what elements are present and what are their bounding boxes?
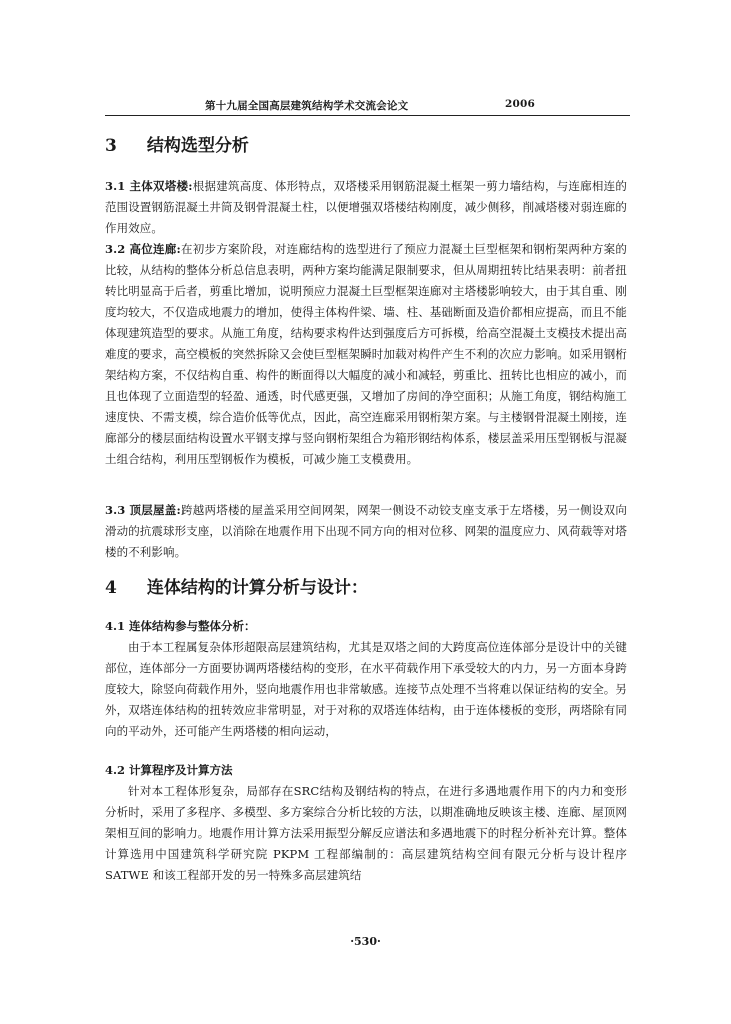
- section-3-number: 3: [105, 136, 117, 156]
- paragraph-3-2-label: 3.2 高位连廊:: [105, 242, 181, 256]
- subsection-4-1-title: 4.1 连体结构参与整体分析：: [105, 619, 256, 633]
- paragraph-3-2-text: 在初步方案阶段，对连廊结构的选型进行了预应力混凝土巨型框架和钢桁架两种方案的比较，从结构的整体分析总信息表明，两种方案均能满足限制要求，但从周期扭转比结果表明：前者扭转比明显高于后者，剪重比增加，说明预应力混凝土巨型框架连廊对主塔楼影响较大，由于其自重、刚度均较大，不仅造成地震力的增加，使得主体构件梁、墙、柱、基础断面及造价都相应提高，而且不能体现建筑造型的要求。从施工角度，结构要求构件达到强度后方可拆模，给高空混凝土支模技术提出高难度的要求，高空模板的突然拆除又会使巨型框架瞬时加载对构件产生不利的次应力影响。如采用钢桁架结构方案，不仅结构自重、构件的断面得以大幅度的减小和减轻，剪重比、扭转比也相应的减小，而且也体现了立面造型的轻盈、通透，时代感更强，又增加了房间的净空面积；从施工角度，钢结构施工速度快、不需支模，综合造价低等优点，因此，高空连廊采用钢桁架方案。与主楼钢骨混凝土刚接，连廊部分的楼层面结构设置水平钢支撑与竖向钢桁架组合为箱形钢结构体系，楼层盖采用压型钢板与混凝土组合结构，利用压型钢板作为模板，可减少施工支模费用。: [105, 242, 627, 466]
- running-header: [105, 95, 630, 116]
- paragraph-3-3-label: 3.3 顶层屋盖:: [105, 503, 181, 517]
- paragraph-4-2: 针对本工程体形复杂，局部存在SRC结构及钢结构的特点，在进行多遇地震作用下的内力和变形分析时，采用了多程序、多模型、多方案综合分析比较的方法，以期准确地反映该主楼、连廊、屋顶网架相互间的影响力。地震作用计算方法采用振型分解反应谱法和多遇地震下的时程分析补充计算。整体计算选用中国建筑科学研究院 PKPM 工程部编制的：高层建筑结构空间有限元分析与设计程序 SATWE 和该工程部开发的另一特殊多高层建筑结: [105, 784, 627, 882]
- conference-year: 2006: [505, 98, 536, 110]
- page-number: ·530·: [350, 935, 381, 948]
- paragraph-3-1-label: 3.1 主体双塔楼:: [105, 179, 193, 193]
- paragraph-3-1-text: 根据建筑高度、体形特点，双塔楼采用钢筋混凝土框架一剪力墙结构，与连廊相连的范围设置钢筋混凝土井筒及钢骨混凝土柱，以便增强双塔楼结构刚度，减少侧移，削减塔楼对弱连廊的作用效应。: [105, 179, 627, 235]
- subsection-4-2-title: 4.2 计算程序及计算方法: [105, 763, 233, 777]
- conference-title: 第十九届全国高层建筑结构学术交流会论文: [205, 100, 409, 112]
- section-4-title: 连体结构的计算分析与设计：: [146, 578, 368, 598]
- section-4-heading: [105, 573, 368, 598]
- paragraph-3-3: [105, 500, 627, 563]
- paragraph-4-1: 由于本工程属复杂体形超限高层建筑结构，尤其是双塔之间的大跨度高位连体部分是设计中的关键部位，连体部分一方面要协调两塔楼结构的变形，在水平荷载作用下承受较大的内力，另一方面本身跨度较大，除竖向荷载作用外，竖向地震作用也非常敏感。连接节点处理不当将难以保证结构的安全。另外，双塔连体结构的扭转效应非常明显，对于对称的双塔连体结构，由于连体楼板的变形，两塔除有同向的平动外，还可能产生两塔楼的相向运动，: [105, 640, 627, 738]
- section-3-title: 结构选型分析: [146, 136, 249, 156]
- paragraph-3-1: [105, 176, 627, 239]
- section-3-heading: [105, 131, 249, 156]
- paragraph-3-3-text: 跨越两塔楼的屋盖采用空间网架，网架一侧设不动铰支座支承于左塔楼，另一侧设双向滑动的抗震球形支座，以消除在地震作用下出现不同方向的相对位移、网架的温度应力、风荷载等对塔楼的不利影响。: [105, 503, 627, 559]
- section-4-number: 4: [105, 578, 117, 598]
- paragraph-3-2: [105, 239, 627, 470]
